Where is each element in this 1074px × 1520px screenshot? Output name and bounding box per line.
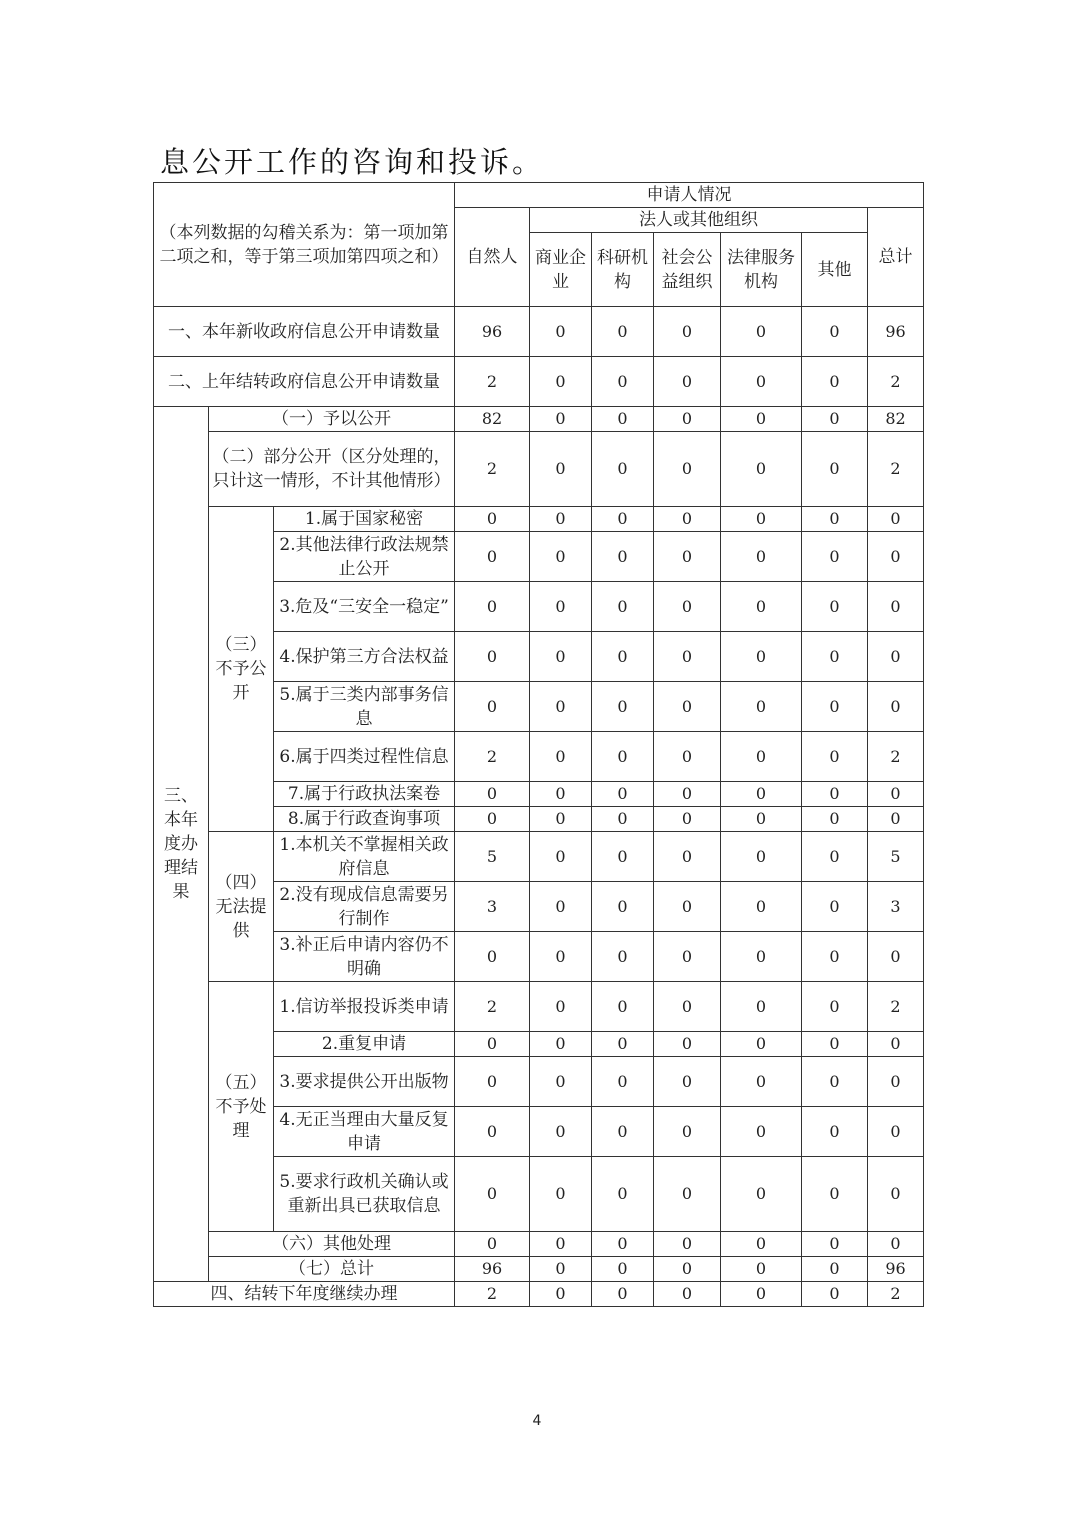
value-cell: 0 bbox=[802, 682, 868, 732]
value-cell: 0 bbox=[721, 582, 802, 632]
value-cell: 0 bbox=[455, 632, 530, 682]
row-label: （七）总计 bbox=[209, 1257, 455, 1282]
table-row bbox=[154, 1282, 924, 1307]
row-label: 3.要求提供公开出版物 bbox=[274, 1057, 455, 1107]
header-legal-group: 法人或其他组织 bbox=[530, 208, 868, 233]
value-cell: 0 bbox=[592, 1157, 654, 1232]
value-cell: 0 bbox=[592, 832, 654, 882]
row-label: （二）部分公开（区分处理的，只计这一情形，不计其他情形） bbox=[209, 432, 455, 507]
value-cell: 0 bbox=[868, 932, 924, 982]
value-cell: 0 bbox=[654, 1232, 721, 1257]
value-cell: 0 bbox=[530, 1032, 592, 1057]
group-section-3: 三、本年度办理结果 bbox=[154, 407, 209, 1282]
value-cell: 0 bbox=[455, 1232, 530, 1257]
value-cell: 0 bbox=[654, 932, 721, 982]
value-cell: 0 bbox=[592, 1282, 654, 1307]
value-cell: 5 bbox=[455, 832, 530, 882]
header-col-commercial: 商业企业 bbox=[530, 233, 592, 307]
value-cell: 0 bbox=[654, 432, 721, 507]
group-unable-provide: （四）无法提供 bbox=[209, 832, 274, 982]
group-not-process: （五）不予处理 bbox=[209, 982, 274, 1232]
value-cell: 0 bbox=[530, 432, 592, 507]
value-cell: 0 bbox=[802, 307, 868, 357]
value-cell: 0 bbox=[530, 357, 592, 407]
value-cell: 0 bbox=[592, 932, 654, 982]
row-label: 4.无正当理由大量反复申请 bbox=[274, 1107, 455, 1157]
value-cell: 0 bbox=[455, 582, 530, 632]
value-cell: 0 bbox=[721, 682, 802, 732]
disclosure-table bbox=[153, 182, 924, 1307]
value-cell: 0 bbox=[721, 407, 802, 432]
value-cell: 0 bbox=[455, 1032, 530, 1057]
value-cell: 0 bbox=[721, 882, 802, 932]
value-cell: 0 bbox=[654, 357, 721, 407]
value-cell: 96 bbox=[455, 307, 530, 357]
value-cell: 0 bbox=[654, 1282, 721, 1307]
value-cell: 0 bbox=[530, 832, 592, 882]
value-cell: 0 bbox=[654, 1157, 721, 1232]
value-cell: 0 bbox=[802, 732, 868, 782]
value-cell: 0 bbox=[592, 1257, 654, 1282]
row-label: 3.补正后申请内容仍不明确 bbox=[274, 932, 455, 982]
value-cell: 0 bbox=[654, 532, 721, 582]
value-cell: 2 bbox=[868, 357, 924, 407]
table-row bbox=[154, 307, 924, 357]
table-row bbox=[154, 1232, 924, 1257]
value-cell: 0 bbox=[592, 1032, 654, 1057]
value-cell: 0 bbox=[654, 1032, 721, 1057]
value-cell: 0 bbox=[592, 807, 654, 832]
value-cell: 0 bbox=[530, 932, 592, 982]
value-cell: 0 bbox=[530, 1057, 592, 1107]
value-cell: 0 bbox=[721, 782, 802, 807]
value-cell: 0 bbox=[530, 807, 592, 832]
value-cell: 0 bbox=[654, 582, 721, 632]
value-cell: 0 bbox=[592, 432, 654, 507]
value-cell: 82 bbox=[455, 407, 530, 432]
value-cell: 0 bbox=[530, 532, 592, 582]
value-cell: 0 bbox=[721, 982, 802, 1032]
row-label: 5.要求行政机关确认或重新出具已获取信息 bbox=[274, 1157, 455, 1232]
value-cell: 5 bbox=[868, 832, 924, 882]
value-cell: 0 bbox=[802, 1257, 868, 1282]
value-cell: 2 bbox=[868, 432, 924, 507]
value-cell: 0 bbox=[592, 582, 654, 632]
value-cell: 0 bbox=[592, 982, 654, 1032]
value-cell: 3 bbox=[455, 882, 530, 932]
value-cell: 0 bbox=[530, 407, 592, 432]
value-cell: 0 bbox=[654, 882, 721, 932]
table-row bbox=[154, 507, 924, 532]
row-label: 2.重复申请 bbox=[274, 1032, 455, 1057]
value-cell: 0 bbox=[802, 782, 868, 807]
value-cell: 0 bbox=[530, 1282, 592, 1307]
value-cell: 0 bbox=[455, 1157, 530, 1232]
value-cell: 0 bbox=[455, 1057, 530, 1107]
row-label: 二、上年结转政府信息公开申请数量 bbox=[154, 357, 455, 407]
row-label: 1.信访举报投诉类申请 bbox=[274, 982, 455, 1032]
value-cell: 0 bbox=[721, 1232, 802, 1257]
value-cell: 0 bbox=[802, 832, 868, 882]
value-cell: 82 bbox=[868, 407, 924, 432]
value-cell: 0 bbox=[654, 782, 721, 807]
row-label: 6.属于四类过程性信息 bbox=[274, 732, 455, 782]
value-cell: 0 bbox=[868, 582, 924, 632]
value-cell: 0 bbox=[530, 782, 592, 807]
value-cell: 0 bbox=[802, 882, 868, 932]
value-cell: 0 bbox=[654, 807, 721, 832]
header-col-legal-service: 法律服务机构 bbox=[721, 233, 802, 307]
value-cell: 0 bbox=[592, 507, 654, 532]
group-no-disclose: （三）不予公开 bbox=[209, 507, 274, 832]
value-cell: 0 bbox=[802, 1057, 868, 1107]
value-cell: 0 bbox=[530, 1107, 592, 1157]
value-cell: 0 bbox=[530, 1232, 592, 1257]
value-cell: 0 bbox=[802, 932, 868, 982]
value-cell: 0 bbox=[721, 307, 802, 357]
value-cell: 0 bbox=[530, 307, 592, 357]
value-cell: 0 bbox=[654, 1057, 721, 1107]
value-cell: 0 bbox=[530, 1157, 592, 1232]
value-cell: 0 bbox=[654, 407, 721, 432]
value-cell: 0 bbox=[721, 932, 802, 982]
value-cell: 0 bbox=[802, 507, 868, 532]
value-cell: 2 bbox=[868, 982, 924, 1032]
row-label: 1.本机关不掌握相关政府信息 bbox=[274, 832, 455, 882]
value-cell: 0 bbox=[530, 882, 592, 932]
value-cell: 0 bbox=[592, 407, 654, 432]
row-label: 四、结转下年度继续办理 bbox=[154, 1282, 455, 1307]
value-cell: 0 bbox=[802, 407, 868, 432]
value-cell: 0 bbox=[721, 632, 802, 682]
value-cell: 0 bbox=[868, 682, 924, 732]
value-cell: 0 bbox=[802, 1157, 868, 1232]
value-cell: 0 bbox=[721, 1157, 802, 1232]
value-cell: 0 bbox=[868, 807, 924, 832]
value-cell: 0 bbox=[455, 932, 530, 982]
value-cell: 0 bbox=[530, 982, 592, 1032]
value-cell: 0 bbox=[721, 832, 802, 882]
header-applicant: 申请人情况 bbox=[455, 183, 924, 208]
row-label: 3.危及“三安全一稳定” bbox=[274, 582, 455, 632]
header-col-welfare: 社会公益组织 bbox=[654, 233, 721, 307]
row-label: 2.没有现成信息需要另行制作 bbox=[274, 882, 455, 932]
value-cell: 0 bbox=[868, 507, 924, 532]
row-label: 8.属于行政查询事项 bbox=[274, 807, 455, 832]
value-cell: 0 bbox=[530, 582, 592, 632]
value-cell: 0 bbox=[802, 982, 868, 1032]
value-cell: 0 bbox=[802, 1282, 868, 1307]
value-cell: 0 bbox=[721, 1107, 802, 1157]
value-cell: 0 bbox=[721, 432, 802, 507]
value-cell: 0 bbox=[455, 532, 530, 582]
value-cell: 0 bbox=[592, 1057, 654, 1107]
row-label: （一）予以公开 bbox=[209, 407, 455, 432]
value-cell: 0 bbox=[868, 782, 924, 807]
value-cell: 0 bbox=[592, 682, 654, 732]
value-cell: 0 bbox=[868, 532, 924, 582]
value-cell: 0 bbox=[802, 1232, 868, 1257]
section-heading: 息公开工作的咨询和投诉。 bbox=[160, 145, 545, 179]
value-cell: 0 bbox=[592, 532, 654, 582]
value-cell: 0 bbox=[802, 807, 868, 832]
value-cell: 0 bbox=[592, 882, 654, 932]
header-natural-person: 自然人 bbox=[455, 208, 530, 307]
value-cell: 0 bbox=[455, 682, 530, 732]
value-cell: 0 bbox=[721, 532, 802, 582]
table-row bbox=[154, 432, 924, 507]
value-cell: 0 bbox=[592, 782, 654, 807]
value-cell: 0 bbox=[654, 632, 721, 682]
header-note: （本列数据的勾稽关系为：第一项加第二项之和，等于第三项加第四项之和） bbox=[154, 183, 455, 307]
value-cell: 0 bbox=[721, 1057, 802, 1107]
value-cell: 0 bbox=[654, 1107, 721, 1157]
value-cell: 2 bbox=[455, 1282, 530, 1307]
value-cell: 0 bbox=[455, 1107, 530, 1157]
value-cell: 0 bbox=[802, 432, 868, 507]
value-cell: 0 bbox=[530, 632, 592, 682]
value-cell: 0 bbox=[654, 507, 721, 532]
value-cell: 0 bbox=[802, 1032, 868, 1057]
value-cell: 96 bbox=[868, 1257, 924, 1282]
table-row bbox=[154, 1257, 924, 1282]
value-cell: 0 bbox=[802, 632, 868, 682]
value-cell: 0 bbox=[592, 732, 654, 782]
value-cell: 0 bbox=[654, 982, 721, 1032]
value-cell: 0 bbox=[802, 1107, 868, 1157]
value-cell: 3 bbox=[868, 882, 924, 932]
row-label: 2.其他法律行政法规禁止公开 bbox=[274, 532, 455, 582]
value-cell: 96 bbox=[868, 307, 924, 357]
table-row bbox=[154, 357, 924, 407]
row-label: 5.属于三类内部事务信息 bbox=[274, 682, 455, 732]
value-cell: 0 bbox=[455, 782, 530, 807]
value-cell: 0 bbox=[654, 1257, 721, 1282]
row-label: 一、本年新收政府信息公开申请数量 bbox=[154, 307, 455, 357]
value-cell: 0 bbox=[654, 682, 721, 732]
value-cell: 0 bbox=[868, 1232, 924, 1257]
value-cell: 0 bbox=[721, 1257, 802, 1282]
value-cell: 0 bbox=[802, 582, 868, 632]
value-cell: 0 bbox=[868, 1157, 924, 1232]
value-cell: 0 bbox=[592, 1107, 654, 1157]
value-cell: 0 bbox=[721, 1032, 802, 1057]
value-cell: 0 bbox=[721, 1282, 802, 1307]
value-cell: 0 bbox=[721, 807, 802, 832]
value-cell: 0 bbox=[721, 732, 802, 782]
value-cell: 0 bbox=[530, 682, 592, 732]
value-cell: 2 bbox=[455, 982, 530, 1032]
value-cell: 0 bbox=[654, 832, 721, 882]
header-total: 总计 bbox=[868, 208, 924, 307]
row-label: 4.保护第三方合法权益 bbox=[274, 632, 455, 682]
value-cell: 0 bbox=[802, 532, 868, 582]
row-label: 7.属于行政执法案卷 bbox=[274, 782, 455, 807]
page-number: 4 bbox=[532, 1413, 542, 1429]
value-cell: 2 bbox=[455, 357, 530, 407]
value-cell: 0 bbox=[455, 507, 530, 532]
header-col-research: 科研机构 bbox=[592, 233, 654, 307]
value-cell: 0 bbox=[721, 357, 802, 407]
value-cell: 2 bbox=[455, 732, 530, 782]
table-row bbox=[154, 832, 924, 882]
value-cell: 0 bbox=[530, 507, 592, 532]
table-row bbox=[154, 407, 924, 432]
value-cell: 0 bbox=[802, 357, 868, 407]
table-row bbox=[154, 982, 924, 1032]
value-cell: 0 bbox=[868, 1057, 924, 1107]
value-cell: 2 bbox=[868, 1282, 924, 1307]
value-cell: 0 bbox=[455, 807, 530, 832]
value-cell: 0 bbox=[868, 1032, 924, 1057]
value-cell: 0 bbox=[530, 1257, 592, 1282]
value-cell: 0 bbox=[592, 307, 654, 357]
value-cell: 0 bbox=[868, 632, 924, 682]
value-cell: 0 bbox=[592, 1232, 654, 1257]
value-cell: 2 bbox=[868, 732, 924, 782]
header-col-other: 其他 bbox=[802, 233, 868, 307]
value-cell: 0 bbox=[592, 357, 654, 407]
row-label: 1.属于国家秘密 bbox=[274, 507, 455, 532]
value-cell: 0 bbox=[530, 732, 592, 782]
value-cell: 0 bbox=[592, 632, 654, 682]
value-cell: 96 bbox=[455, 1257, 530, 1282]
row-label: （六）其他处理 bbox=[209, 1232, 455, 1257]
value-cell: 0 bbox=[654, 732, 721, 782]
value-cell: 0 bbox=[721, 507, 802, 532]
value-cell: 0 bbox=[654, 307, 721, 357]
value-cell: 0 bbox=[868, 1107, 924, 1157]
value-cell: 2 bbox=[455, 432, 530, 507]
